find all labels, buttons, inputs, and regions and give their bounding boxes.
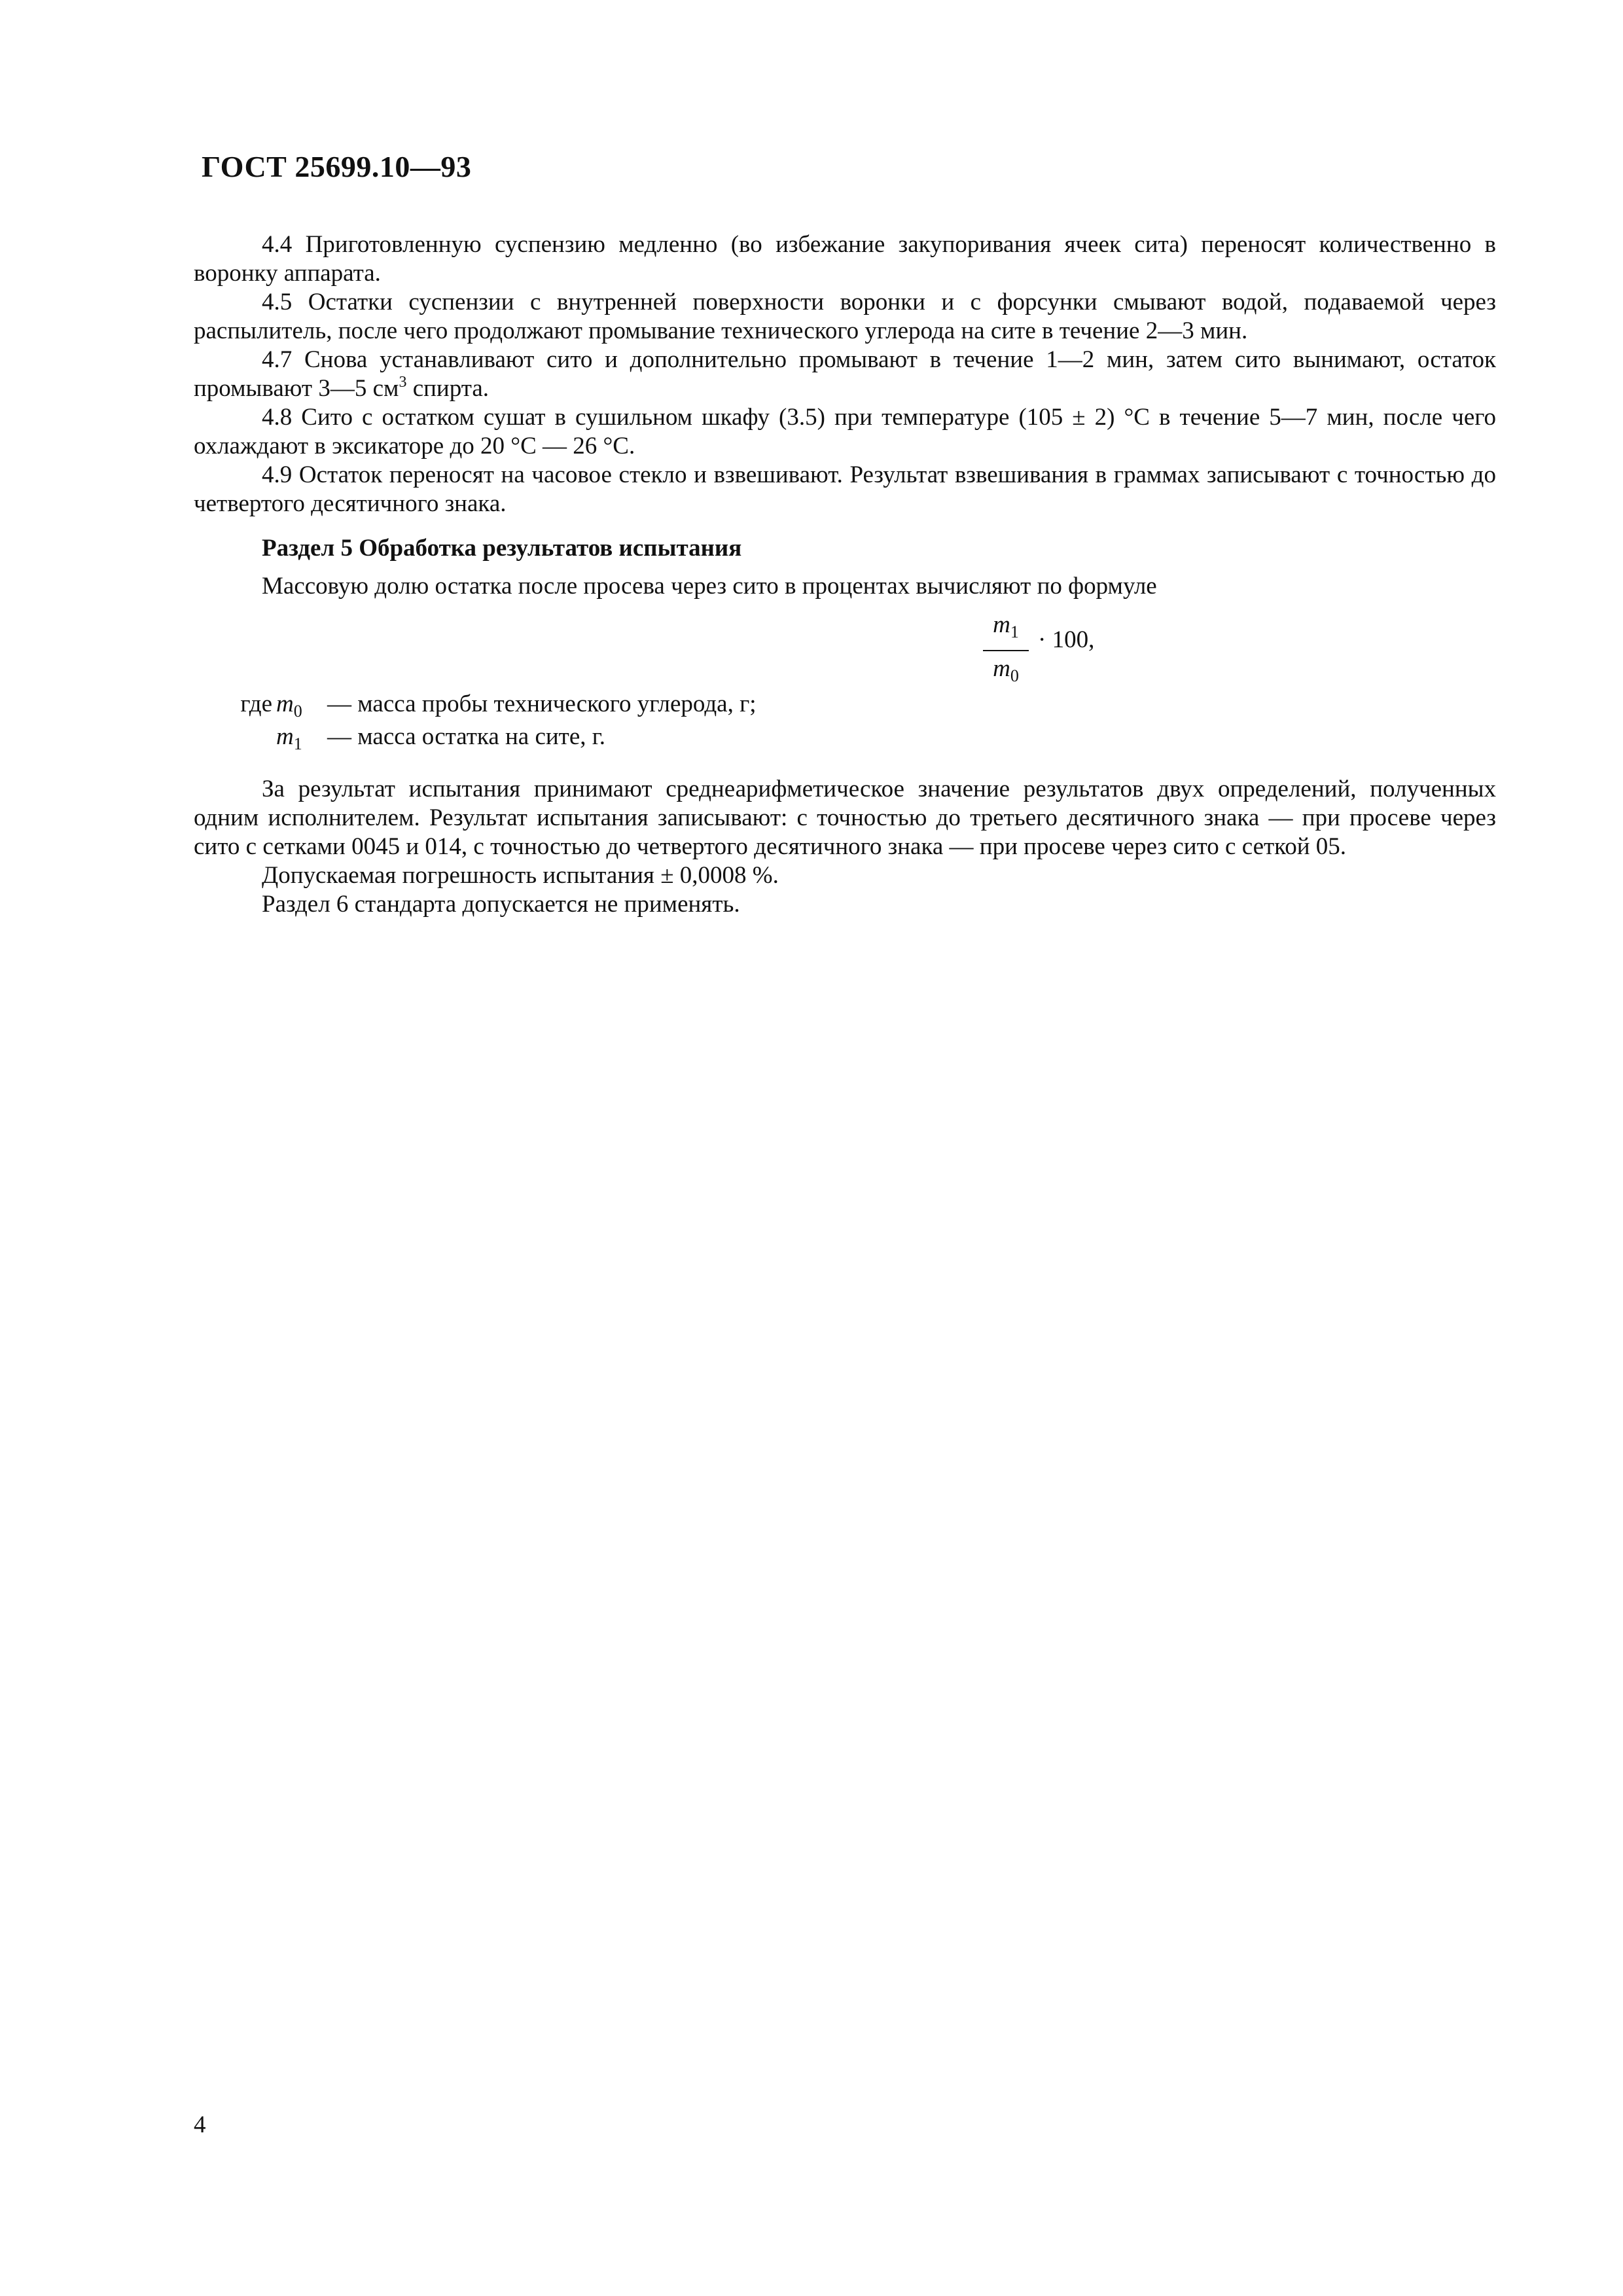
paragraph-4-7 xyxy=(194,346,1496,403)
formula-fraction xyxy=(983,611,1029,690)
variable-definition-row xyxy=(194,723,1496,755)
formula-multiplier: · 100, xyxy=(1038,626,1095,653)
variable-description: — масса остатка на сите, г. xyxy=(327,723,606,750)
paragraph-4-9: 4.9 Остаток переносят на часовое стекло и взвешивают. Результат взвешивания в граммах записывают с точностью до четвертого десятичного знака. xyxy=(194,461,1496,517)
tolerance-paragraph: Допускаемая погрешность испытания ± 0,0008 %. xyxy=(262,862,779,889)
paragraph-4-7-text: 4.7 Снова устанавливают сито и дополнительно промывают в течение 1—2 мин, затем сито вынимают, остаток промывают 3—5 см xyxy=(194,346,1496,402)
result-paragraph: За результат испытания принимают среднеарифметическое значение результатов двух определений, полученных одним исполнителем. Результат испытания записывают: с точностью до третьего десятичного знака — при просеве через сито с сетками 0045 и 014, с точностью до четвертого десятичного знака — при просеве через сито с сеткой 05. xyxy=(194,776,1496,860)
formula-denominator: $m_0$ xyxy=(993,655,1019,685)
document-body xyxy=(194,230,1496,919)
formula-intro: Массовую долю остатка после просева через сито в процентах вычисляют по формуле xyxy=(262,573,1157,600)
variable-symbol: $m_1$ xyxy=(276,723,302,753)
superscript-cubic: 3 xyxy=(399,374,407,391)
paragraph-4-7-tail: спирта. xyxy=(406,375,490,402)
paragraph-4-8: 4.8 Сито с остатком сушат в сушильном шкафу (3.5) при температуре (105 ± 2) °С в течение 5—7 мин, после чего охлаждают в эксикаторе до 20 °С — 26 °С. xyxy=(194,404,1496,459)
paragraph-4-5: 4.5 Остатки суспензии с внутренней поверхности воронки и с форсунки смывают водой, подаваемой через распылитель, после чего продолжают промывание технического углерода на сите в течение 2—3 мин. xyxy=(194,289,1496,344)
variable-definition-row xyxy=(194,690,1496,723)
formula xyxy=(194,611,1496,685)
variable-description: — масса пробы технического углерода, г; xyxy=(327,691,757,717)
document-header: ГОСТ 25699.10—93 xyxy=(202,150,472,183)
formula-numerator: $m_1$ xyxy=(993,611,1019,641)
section-6-note: Раздел 6 стандарта допускается не применять. xyxy=(262,891,740,918)
fraction-bar xyxy=(983,650,1029,651)
page-number: 4 xyxy=(194,2111,206,2138)
variable-symbol: $m_0$ xyxy=(276,691,302,721)
section-5-heading: Раздел 5 Обработка результатов испытания xyxy=(262,535,742,562)
paragraph-4-4: 4.4 Приготовленную суспензию медленно (во избежание закупоривания ячеек сита) переносят количественно в воронку аппарата. xyxy=(194,231,1496,287)
where-label: где xyxy=(240,691,272,717)
variable-definitions xyxy=(194,690,1496,755)
